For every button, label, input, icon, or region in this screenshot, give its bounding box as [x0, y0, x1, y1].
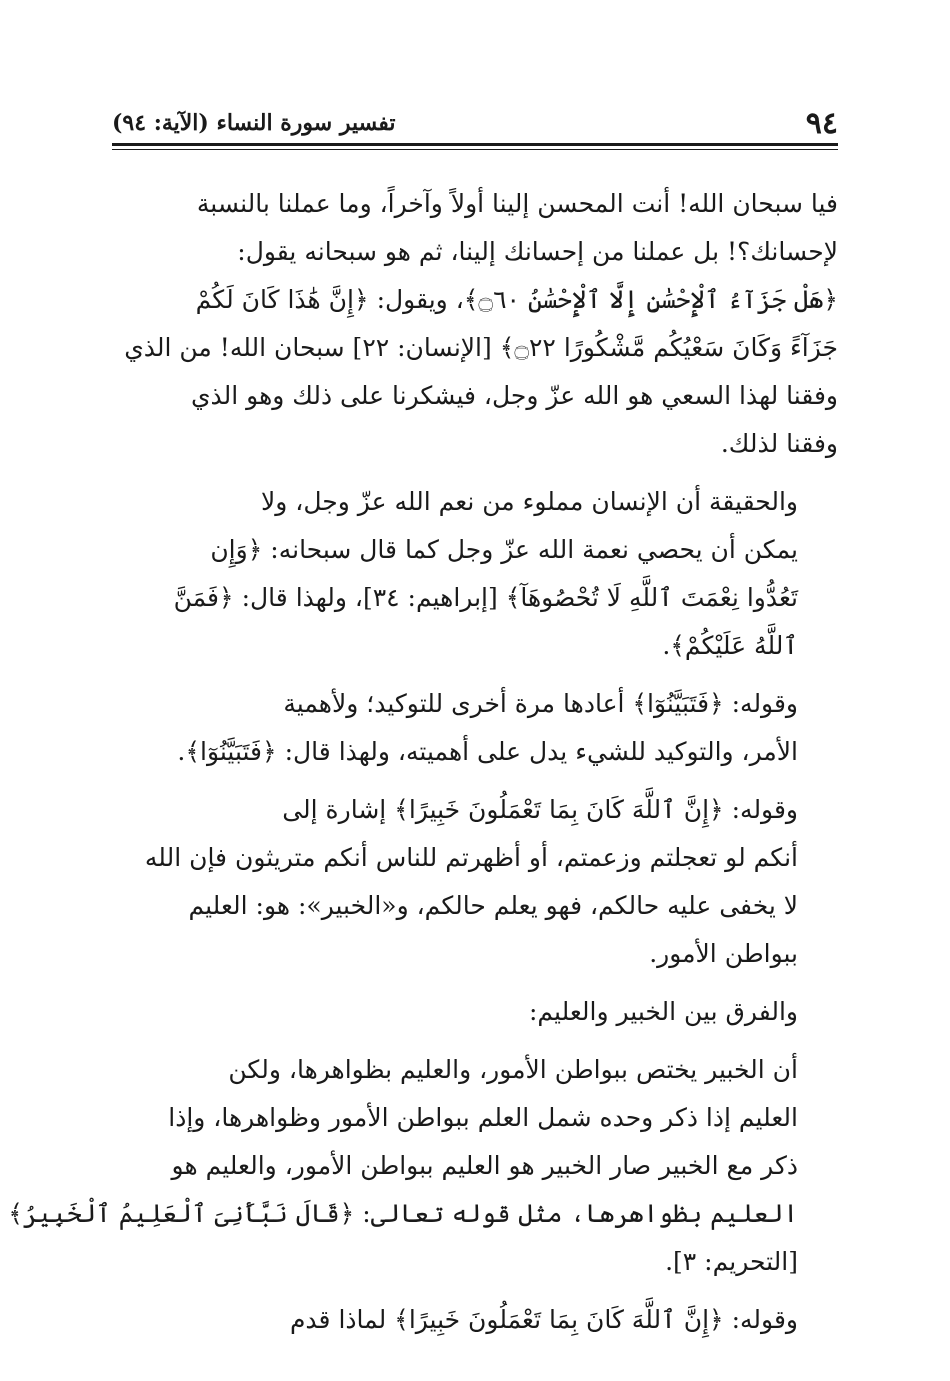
text-line: وقوله: ﴿إِنَّ ٱللَّهَ كَانَ بِمَا تَعْمَلُونَ خَبِيرًا﴾ لماذا قدم: [289, 1305, 798, 1334]
text-line: يمكن أن يحصي نعمة الله عزّ وجل كما قال سبحانه: ﴿وَإِن: [210, 535, 798, 564]
paragraph-2: [112, 478, 838, 670]
header-rule-thin: [112, 149, 838, 150]
running-title: تفسير سورة النساء (الآية: ٩٤): [112, 110, 396, 136]
page-header: [112, 102, 838, 142]
text-line: ﴿هَلْ جَزَآءُ ٱلْإِحْسَٰنِ إِلَّا ٱلْإِحْسَٰنُ ۝٦٠﴾، ويقول: ﴿إِنَّ هَٰذَا كَانَ لَكُمْ: [195, 285, 838, 314]
text-line: والحقيقة أن الإنسان مملوء من نعم الله عزّ وجل، ولا: [261, 487, 798, 516]
text-line: وفقنا لذلك.: [720, 429, 838, 458]
paragraph-5: [112, 988, 838, 1036]
paragraph-7: [112, 1296, 838, 1344]
paragraph-6: [8, 1046, 838, 1286]
text-line: لإحسانك؟! بل عملنا من إحسانك إلينا، ثم هو سبحانه يقول:: [237, 237, 838, 266]
text-line: فيا سبحان الله! أنت المحسن إلينا أولاً وآخراً، وما عملنا بالنسبة: [196, 189, 838, 218]
text-line: تَعُدُّوا نِعْمَتَ ٱللَّهِ لَا تُحْصُوهَآ﴾ [إبراهيم: ٣٤]، ولهذا قال: ﴿فَمَنَّ: [173, 583, 798, 612]
paragraph-4: [112, 786, 838, 978]
text-line: العليم إذا ذكر وحده شمل العلم ببواطن الأمور وظواهرها، وإذا: [168, 1103, 798, 1132]
text-line: والفرق بين الخبير والعليم:: [528, 997, 798, 1026]
text-line: ٱللَّهُ عَلَيْكُمْ﴾.: [662, 631, 798, 660]
text-line: وقوله: ﴿إِنَّ ٱللَّهَ كَانَ بِمَا تَعْمَلُونَ خَبِيرًا﴾ إشارة إلى: [282, 795, 798, 824]
text-line: أن الخبير يختص ببواطن الأمور، والعليم بظواهرها، ولكن: [228, 1055, 798, 1084]
text-line: أنكم لو تعجلتم وزعمتم، أو أظهرتم للناس أنكم متريثون فإن الله: [144, 843, 798, 872]
paragraph-1: [112, 180, 838, 468]
text-line: وقوله: ﴿فَتَبَيَّنُوٓا﴾ أعادها مرة أخرى للتوكيد؛ ولأهمية: [283, 689, 798, 718]
paragraph-3: [112, 680, 838, 776]
text-line: العليم بظواهرها، مثل قوله تعالى: ﴿قَالَ نَبَّأَنِىَ ٱلْعَلِيمُ ٱلْخَبِيرُ﴾: [8, 1199, 798, 1228]
text-line: جَزَآءً وَكَانَ سَعْيُكُم مَّشْكُورًا ۝٢٢﴾ [الإنسان: ٢٢] سبحان الله! من الذي: [124, 333, 838, 362]
text-line: لا يخفى عليه حالكم، فهو يعلم حالكم، و«الخبير»: هو: العليم: [188, 891, 798, 920]
page-body: [8, 180, 838, 1354]
text-line: [التحريم: ٣].: [665, 1247, 798, 1276]
page-number: ٩٤: [805, 106, 838, 141]
text-line: وفقنا لهذا السعي هو الله عزّ وجل، فيشكرنا على ذلك وهو الذي: [190, 381, 838, 410]
text-line: الأمر، والتوكيد للشيء يدل على أهميته، ولهذا قال: ﴿فَتَبَيَّنُوٓا﴾.: [177, 737, 798, 766]
header-rule-thick: [112, 143, 838, 146]
text-line: ذكر مع الخبير صار الخبير هو العليم ببواطن الأمور، والعليم هو: [171, 1151, 798, 1180]
text-line: ببواطن الأمور.: [649, 939, 798, 968]
